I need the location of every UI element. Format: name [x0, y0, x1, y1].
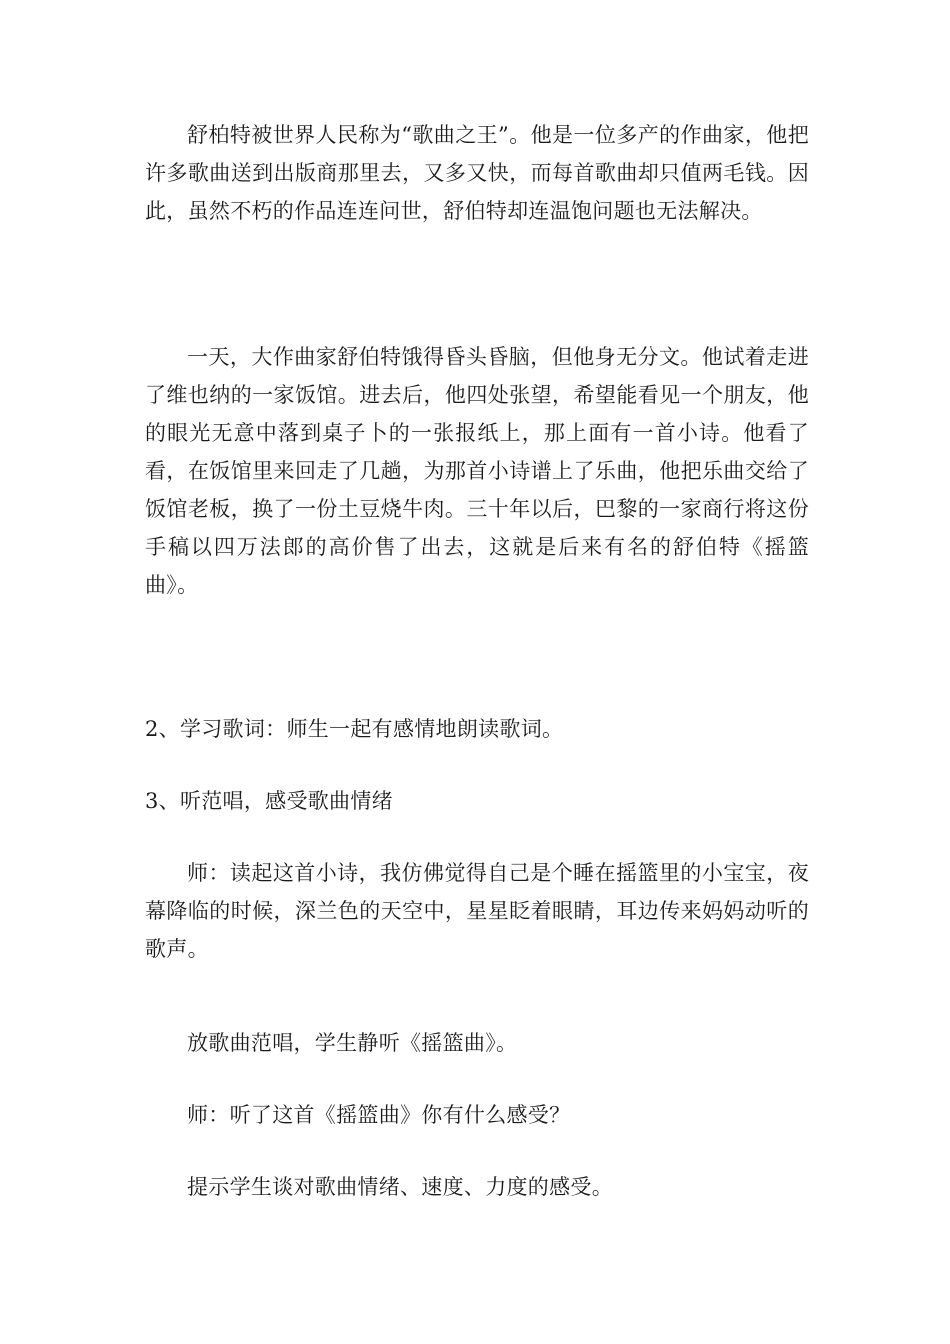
paragraph-step-2: 2、学习歌词：师生一起有感情地朗读歌词。 — [145, 717, 564, 741]
paragraph-intro: 舒柏特被世界人民称为“歌曲之王”。他是一位多产的作曲家，他把许多歌曲送到出版商那里去，又多又快，而每首歌曲却只值两毛钱。因此，虽然不朽的作品连连问世，舒伯特却连温饱问题也无法解决。 — [145, 123, 809, 223]
paragraph-step-3: 3、听范唱，感受歌曲情绪 — [145, 789, 393, 813]
paragraph-story: 一天，大作曲家舒伯特饿得昏头昏脑，但他身无分文。他试着走进了维也纳的一家饭馆。进去后，他四处张望，希望能看见一个朋友，他的眼光无意中落到桌子卜的一张报纸上，那上面有一首小诗。他看了看，在饭馆里来回走了几趟，为那首小诗谱上了乐曲，他把乐曲交给了饭馆老板，换了一份土豆烧牛肉。三十年以后，巴黎的一家商行将这份手稿以四万法郎的高价售了出去，这就是后来有名的舒伯特《摇篮曲》。 — [145, 345, 809, 597]
paragraph-teacher-intro: 师：读起这首小诗，我仿佛觉得自己是个睡在摇篮里的小宝宝，夜幕降临的时候，深兰色的天空中，星星眨着眼睛，耳边传来妈妈动听的歌声。 — [145, 861, 809, 961]
paragraph-play-song: 放歌曲范唱，学生静听《摇篮曲》。 — [187, 1031, 518, 1055]
paragraph-prompt: 提示学生谈对歌曲情绪、速度、力度的感受。 — [187, 1175, 613, 1199]
paragraph-teacher-question: 师：听了这首《摇篮曲》你有什么感受？ — [187, 1103, 571, 1127]
